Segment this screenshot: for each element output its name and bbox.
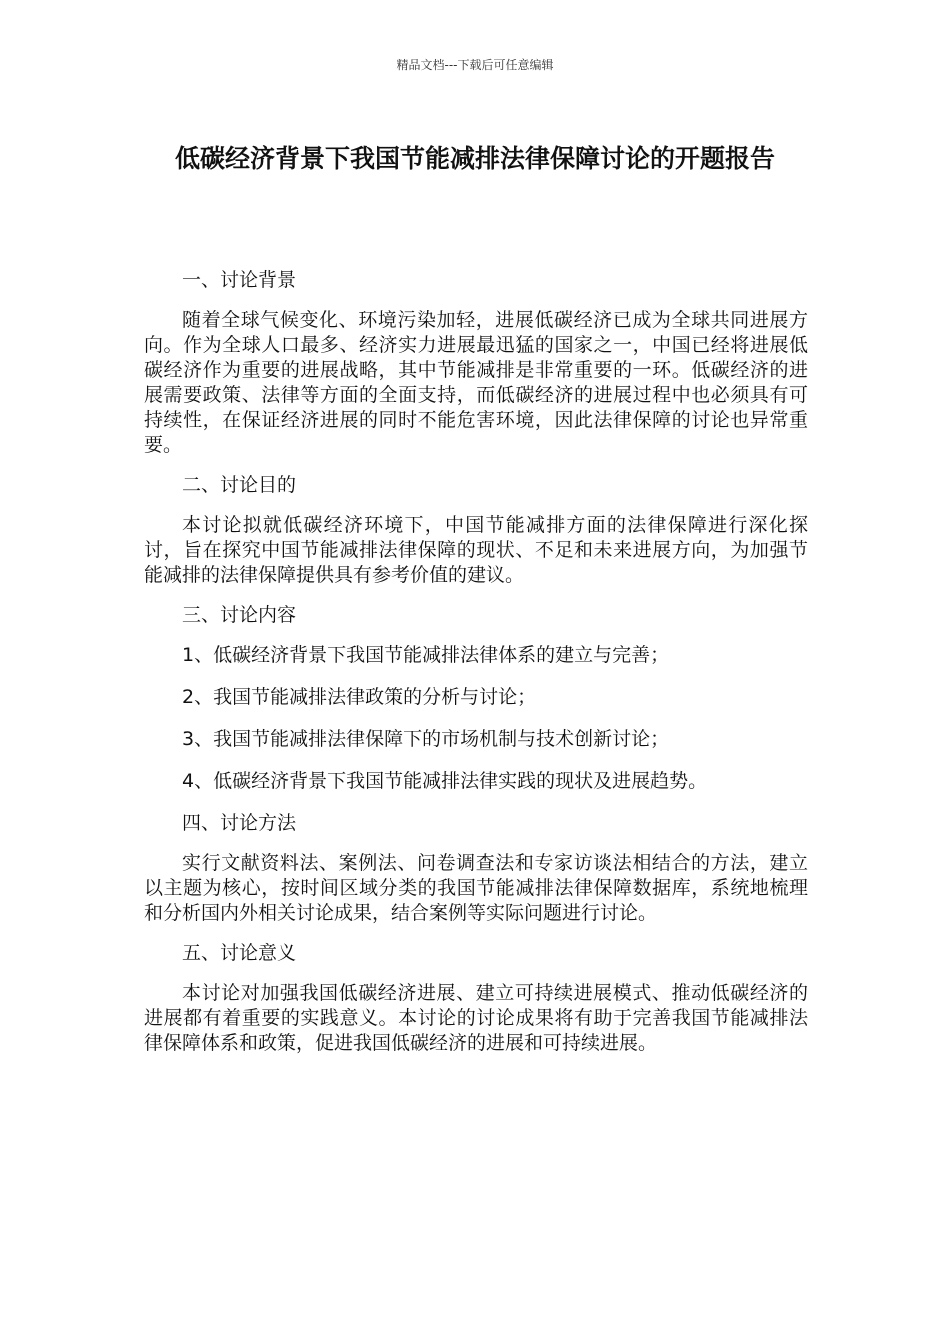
document-body	[144, 268, 808, 1071]
section-heading-method: 四、讨论方法	[182, 812, 297, 834]
section-heading-background: 一、讨论背景	[182, 269, 297, 291]
document-title: 低碳经济背景下我国节能减排法律保障讨论的开题报告	[174, 144, 775, 173]
section-heading-significance: 五、讨论意义	[182, 942, 297, 964]
section-heading-purpose: 二、讨论目的	[182, 474, 297, 496]
section-body-background: 随着全球气候变化、环境污染加轻，进展低碳经济已成为全球共同进展方向。作为全球人口最多、经济实力进展最迅猛的国家之一，中国已经将进展低碳经济作为重要的进展战略，其中节能减排是非常重要的一环。低碳经济的进展需要政策、法律等方面的全面支持，而低碳经济的进展过程中也必须具有可持续性，在保证经济进展的同时不能危害环境，因此法律保障的讨论也异常重要。	[144, 309, 808, 456]
section-heading-content: 三、讨论内容	[182, 604, 297, 626]
content-list-item: 2、我国节能减排法律政策的分析与讨论；	[182, 686, 537, 708]
content-list-item: 3、我国节能减排法律保障下的市场机制与技术创新讨论；	[182, 728, 670, 750]
content-list-item: 4、低碳经济背景下我国节能减排法律实践的现状及进展趋势。	[182, 770, 708, 792]
section-body-method: 实行文献资料法、案例法、问卷调查法和专家访谈法相结合的方法，建立以主题为核心，按时间区域分类的我国节能减排法律保障数据库，系统地梳理和分析国内外相关讨论成果，结合案例等实际问题进行讨论。	[144, 852, 808, 924]
section-body-purpose: 本讨论拟就低碳经济环境下，中国节能减排方面的法律保障进行深化探讨，旨在探究中国节能减排法律保障的现状、不足和未来进展方向，为加强节能减排的法律保障提供具有参考价值的建议。	[144, 514, 808, 586]
content-list-item: 1、低碳经济背景下我国节能减排法律体系的建立与完善；	[182, 644, 670, 666]
page-header: 精品文档---下载后可任意编辑	[396, 58, 554, 72]
section-body-significance: 本讨论对加强我国低碳经济进展、建立可持续进展模式、推动低碳经济的进展都有着重要的实践意义。本讨论的讨论成果将有助于完善我国节能减排法律保障体系和政策，促进我国低碳经济的进展和可持续进展。	[144, 982, 808, 1054]
